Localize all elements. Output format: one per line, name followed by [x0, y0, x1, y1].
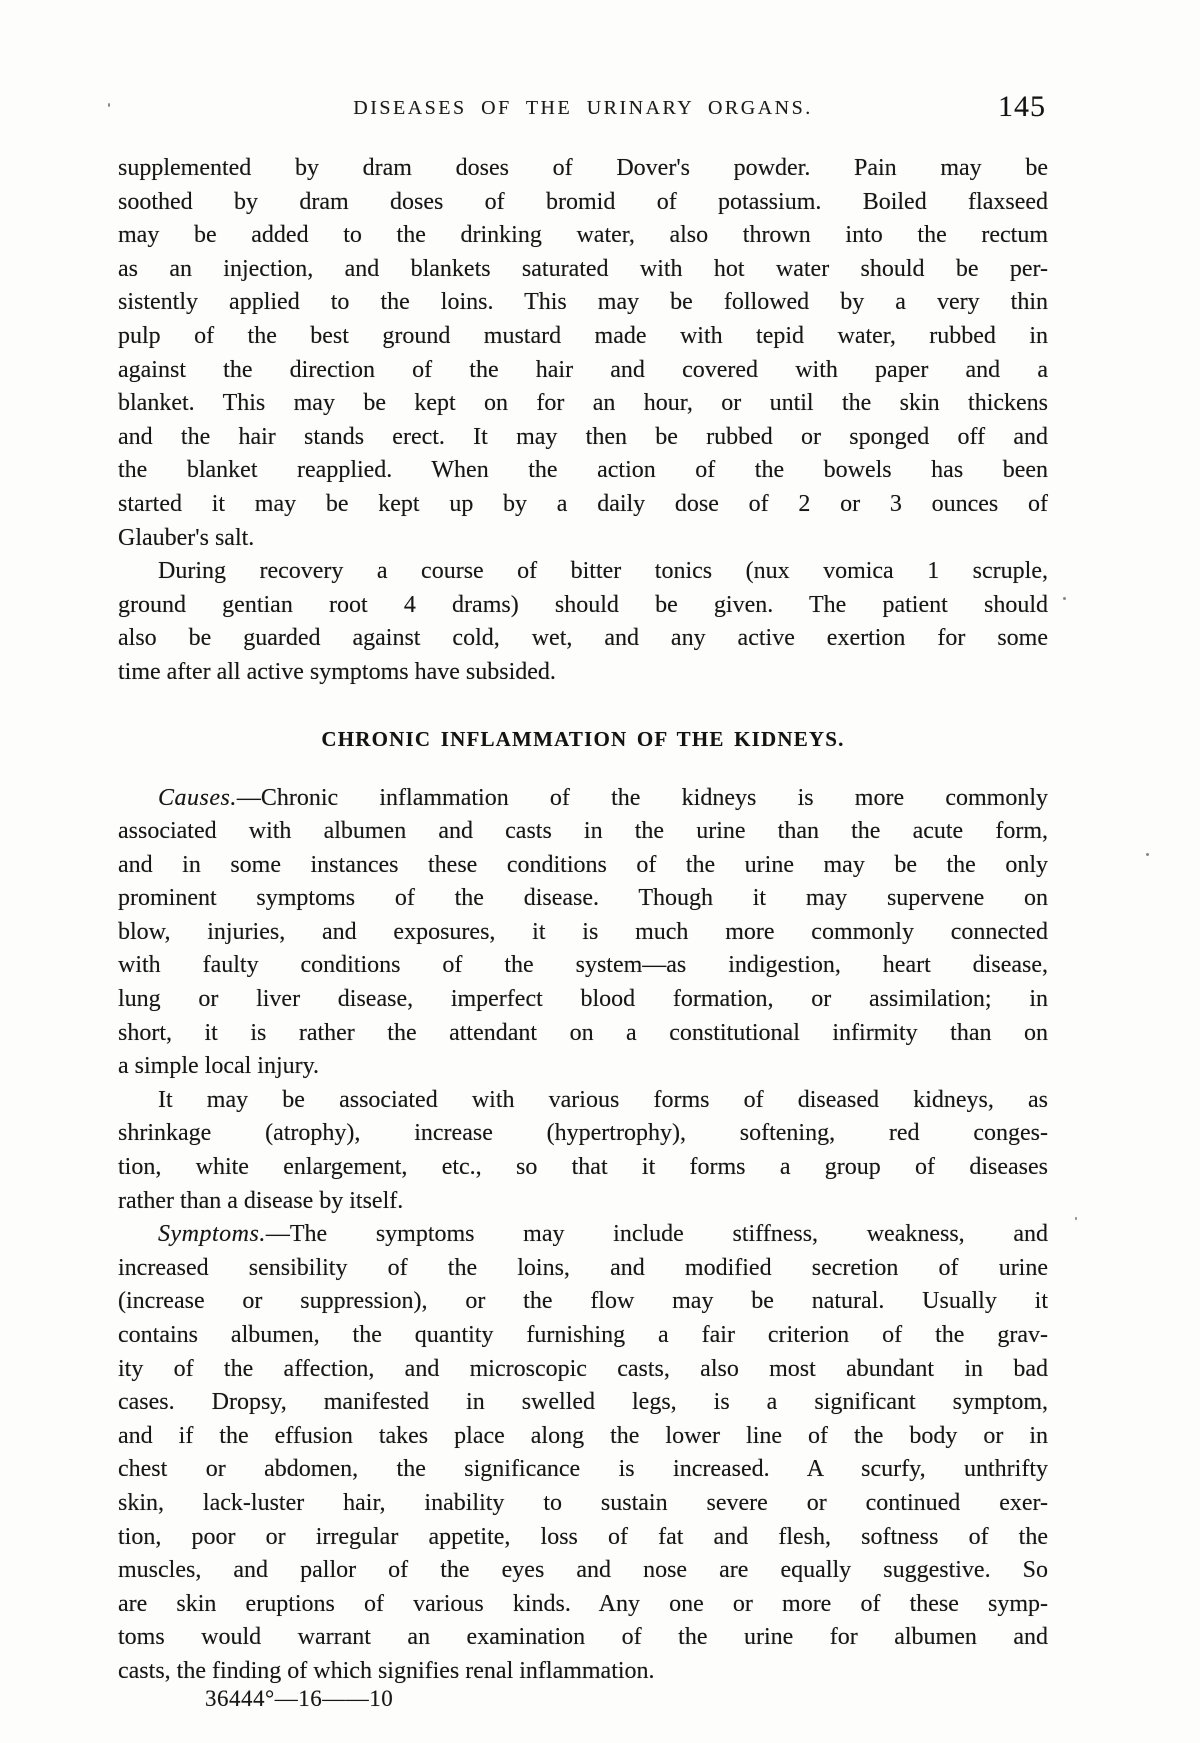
text-line: tion, white enlargement, etc., so that it forms a group of diseases [118, 1154, 1048, 1181]
text-line: chest or abdomen, the significance is increased. A scurfy, unthrifty [118, 1456, 1048, 1483]
text-line: a simple local injury. [118, 1053, 320, 1080]
paragraph-lead: Symptoms. [158, 1221, 266, 1248]
text-line: toms would warrant an examination of the urine for albumen and [118, 1624, 1048, 1651]
text-line: started it may be kept up by a daily dose of 2 or 3 ounces of [118, 490, 1048, 517]
text-line: the blanket reapplied. When the action of the bowels has been [118, 457, 1048, 484]
text-line: During recovery a course of bitter tonics (nux vomica 1 scruple, [158, 558, 1048, 585]
text-line: and in some instances these conditions of the urine may be the only [118, 851, 1048, 878]
text-line: prominent symptoms of the disease. Though it may supervene on [118, 885, 1048, 912]
text-line: lung or liver disease, imperfect blood formation, or assimilation; in [118, 986, 1048, 1013]
body-paragraph [118, 1084, 1048, 1218]
text-line: and the hair stands erect. It may then be rubbed or sponged off and [118, 423, 1048, 450]
text-line: also be guarded against cold, wet, and any active exertion for some [118, 625, 1048, 652]
scan-speck [108, 103, 110, 107]
text-line: associated with albumen and casts in the urine than the acute form, [118, 818, 1048, 845]
scan-speck [1063, 597, 1066, 600]
page-number: 145 [998, 90, 1046, 123]
text-line: as an injection, and blankets saturated with hot water should be per- [118, 255, 1048, 282]
text-line: are skin eruptions of various kinds. Any one or more of these symp- [118, 1590, 1048, 1617]
text-line: skin, lack-luster hair, inability to sustain severe or continued exer- [118, 1489, 1048, 1516]
text-line: against the direction of the hair and covered with paper and a [118, 356, 1048, 383]
body-paragraph [118, 1218, 1048, 1688]
text-line: ground gentian root 4 drams) should be given. The patient should [118, 591, 1048, 618]
text-line: increased sensibility of the loins, and modified secretion of urine [118, 1254, 1048, 1281]
text-line: (increase or suppression), or the flow may be natural. Usually it [118, 1288, 1048, 1315]
body-paragraph [118, 152, 1048, 555]
text-line: with faulty conditions of the system—as indigestion, heart disease, [118, 952, 1048, 979]
text-line: pulp of the best ground mustard made with tepid water, rubbed in [118, 322, 1048, 349]
text-column [118, 152, 1048, 1689]
text-line: tion, poor or irregular appetite, loss of fat and flesh, softness of the [118, 1523, 1048, 1550]
section-heading: CHRONIC INFLAMMATION OF THE KIDNEYS. [321, 726, 845, 751]
running-title: DISEASES OF THE URINARY ORGANS. [353, 97, 813, 119]
text-line: Glauber's salt. [118, 524, 255, 551]
text-line: ity of the affection, and microscopic casts, also most abundant in bad [118, 1355, 1048, 1382]
text-line: supplemented by dram doses of Dover's powder. Pain may be [118, 155, 1048, 181]
text-line: Causes.—Chronic inflammation of the kidneys is more commonly [158, 784, 1048, 811]
body-paragraph [118, 782, 1048, 1084]
text-line: blanket. This may be kept on for an hour, or until the skin thickens [118, 390, 1048, 417]
text-line: rather than a disease by itself. [118, 1187, 404, 1214]
text-line: and if the effusion takes place along the lower line of the body or in [118, 1422, 1048, 1449]
text-line: sistently applied to the loins. This may be followed by a very thin [118, 289, 1048, 316]
body-paragraph [118, 555, 1048, 689]
text-line: casts, the finding of which signifies renal inflammation. [118, 1657, 655, 1684]
text-line: Symptoms.—The symptoms may include stiffness, weakness, and [158, 1221, 1048, 1248]
text-line: cases. Dropsy, manifested in swelled legs, is a significant symptom, [118, 1389, 1048, 1416]
page-header [118, 88, 1048, 122]
scan-speck [1146, 853, 1149, 856]
text-line: shrinkage (atrophy), increase (hypertrophy), softening, red conges- [118, 1120, 1048, 1147]
text-line: time after all active symptoms have subsided. [118, 658, 556, 685]
text-line: soothed by dram doses of bromid of potassium. Boiled flaxseed [118, 188, 1048, 215]
text-line: short, it is rather the attendant on a constitutional infirmity than on [118, 1019, 1048, 1046]
printers-signature-mark: 36444°—16——10 [205, 1686, 394, 1711]
paragraph-lead: Causes. [158, 784, 237, 811]
scan-speck [1075, 1217, 1077, 1220]
text-line: blow, injuries, and exposures, it is much more commonly connected [118, 918, 1048, 945]
text-line: may be added to the drinking water, also thrown into the rectum [118, 222, 1048, 249]
text-line: contains albumen, the quantity furnishing a fair criterion of the grav- [118, 1322, 1048, 1348]
text-line: It may be associated with various forms of diseased kidneys, as [158, 1086, 1048, 1113]
text-line: muscles, and pallor of the eyes and nose are equally suggestive. So [118, 1557, 1048, 1584]
